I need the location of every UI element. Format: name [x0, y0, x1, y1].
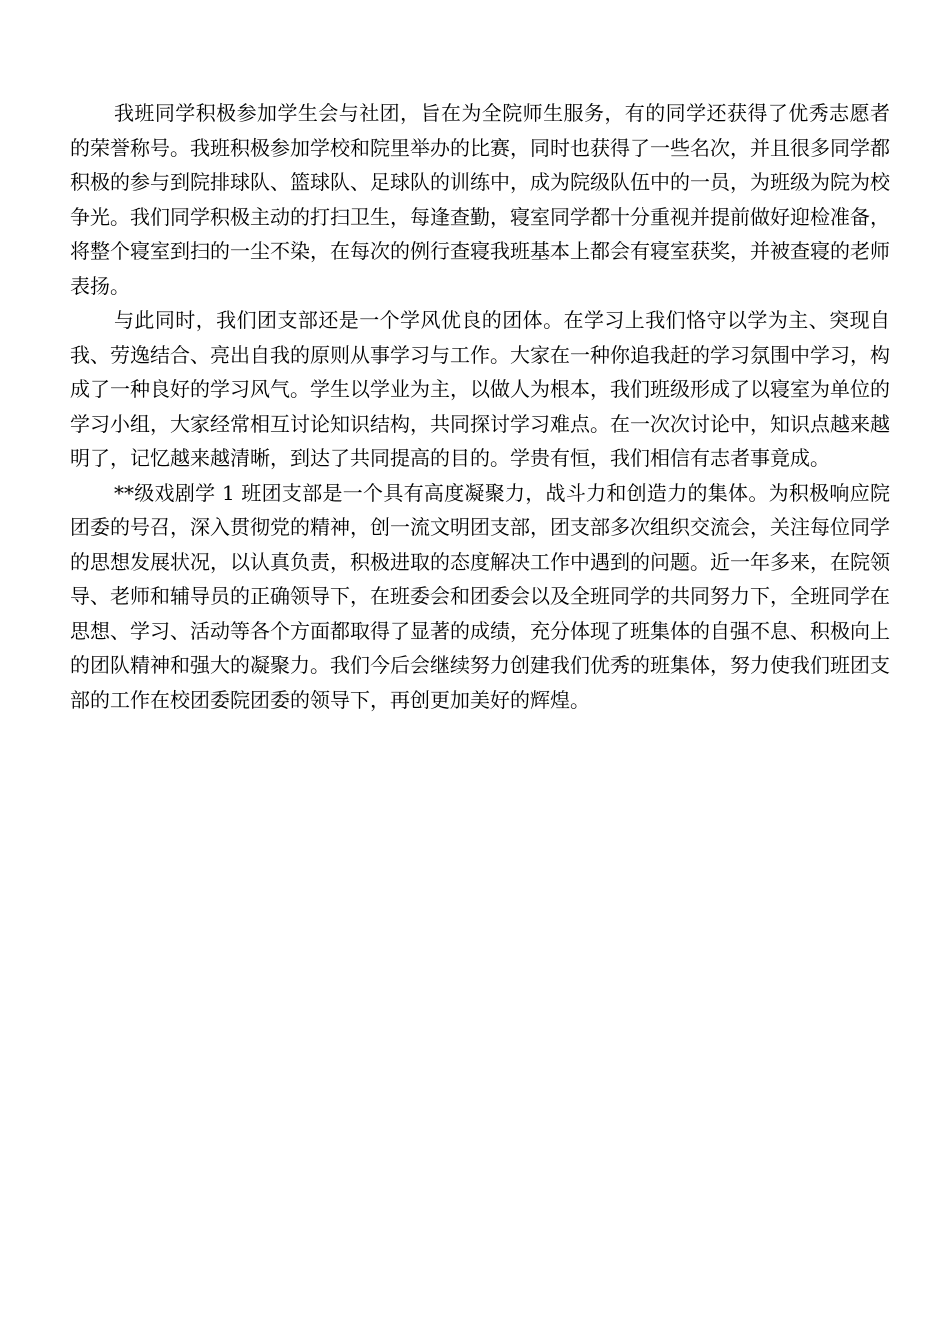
paragraph-study-atmosphere: 与此同时，我们团支部还是一个学风优良的团体。在学习上我们恪守以学为主、突现自我、劳逸结合、亮出自我的原则从事学习与工作。大家在一种你追我赶的学习氛围中学习，构成了一种良好的学习风气。学生以学业为主，以做人为根本，我们班级形成了以寝室为单位的学习小组，大家经常相互讨论知识结构，共同探讨学习难点。在一次次讨论中，知识点越来越明了，记忆越来越清晰，到达了共同提高的目的。学贵有恒，我们相信有志者事竟成。: [70, 308, 890, 470]
document-body: [70, 96, 890, 717]
paragraph-branch-summary: **级戏剧学 1 班团支部是一个具有高度凝聚力，战斗力和创造力的集体。为积极响应院团委的号召，深入贯彻党的精神，创一流文明团支部，团支部多次组织交流会，关注每位同学的思想发展状况，以认真负责，积极进取的态度解决工作中遇到的问题。近一年多来，在院领导、老师和辅导员的正确领导下，在班委会和团委会以及全班同学的共同努力下，全班同学在思想、学习、活动等各个方面都取得了显著的成绩，充分体现了班集体的自强不息、积极向上的团队精神和强大的凝聚力。我们今后会继续努力创建我们优秀的班集体，努力使我们班团支部的工作在校团委院团委的领导下，再创更加美好的辉煌。: [70, 480, 890, 712]
paragraph-activities: 我班同学积极参加学生会与社团，旨在为全院师生服务，有的同学还获得了优秀志愿者的荣誉称号。我班积极参加学校和院里举办的比赛，同时也获得了一些名次，并且很多同学都积极的参与到院排球队、篮球队、足球队的训练中，成为院级队伍中的一员，为班级为院为校争光。我们同学积极主动的打扫卫生，每逢查勤，寝室同学都十分重视并提前做好迎检准备，将整个寝室到扫的一尘不染，在每次的例行查寝我班基本上都会有寝室获奖，并被查寝的老师表扬。: [70, 101, 890, 298]
